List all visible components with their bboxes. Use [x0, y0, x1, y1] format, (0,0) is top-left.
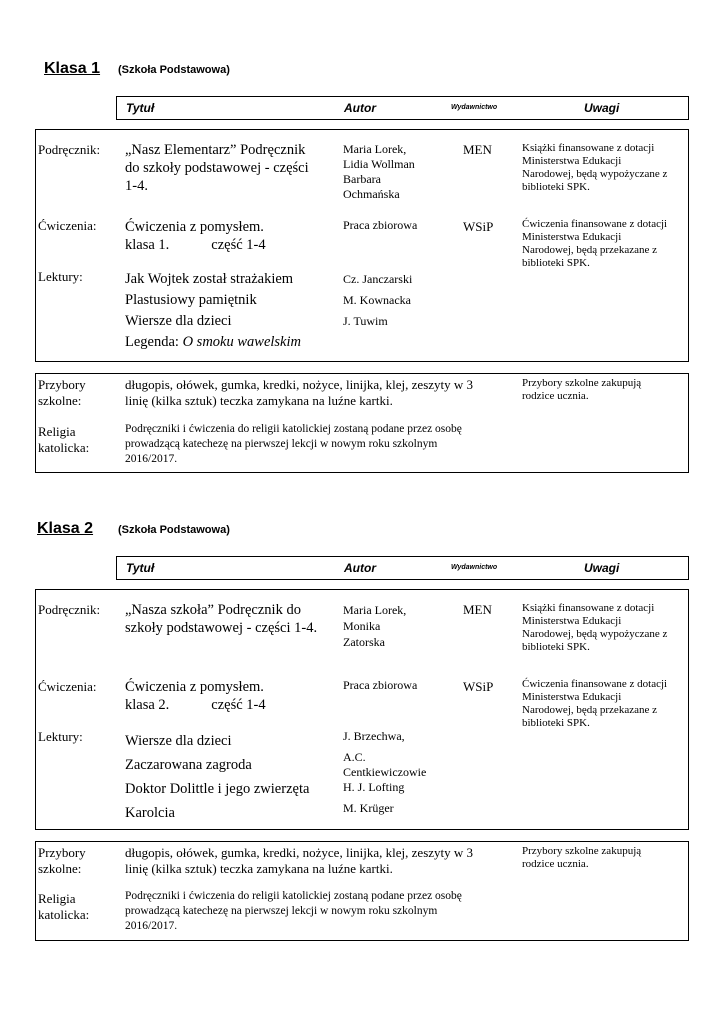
section-title-klasa-1: Klasa 1	[44, 60, 101, 77]
row-label-cwiczenia: Ćwiczenia:	[38, 218, 97, 233]
section-title-klasa-2: Klasa 2	[37, 520, 94, 537]
exercise-publisher: WSiP	[463, 219, 494, 234]
header-autor: Autor	[344, 101, 376, 115]
reading-title: Doktor Dolittle i jego zwierzęta	[125, 781, 310, 797]
textbook-publisher: MEN	[463, 602, 492, 617]
supplies-text: długopis, ołówek, gumka, kredki, nożyce, linijka, klej, zeszyty w 3 linię (kilka sztuk) teczka zamykana na luźne kartki.	[125, 377, 474, 408]
reading-author: Centkiewiczowie	[343, 765, 427, 779]
row-label-przybory: Przybory szkolne:	[38, 845, 86, 876]
supplies-table	[35, 841, 689, 941]
header-tytul: Tytuł	[126, 101, 155, 115]
reading-author: M. Krüger	[343, 801, 394, 815]
reading-author: J. Brzechwa,	[343, 729, 405, 743]
row-label-religia: Religia katolicka:	[38, 424, 90, 455]
supplies-text: długopis, ołówek, gumka, kredki, nożyce, linijka, klej, zeszyty w 3 linię (kilka sztuk) teczka zamykana na luźne kartki.	[125, 845, 474, 876]
row-label-religia: Religia katolicka:	[38, 891, 90, 922]
exercise-notes: Ćwiczenia finansowane z dotacji Ministerstwa Edukacji Narodowej, będą przekazane z biblioteki SPK.	[522, 218, 668, 269]
reading-title: Jak Wojtek został strażakiem	[125, 271, 294, 287]
books-table	[35, 129, 689, 362]
reading-title: Legenda: O smoku wawelskim	[125, 334, 301, 350]
reading-title: Wiersze dla dzieci	[125, 313, 232, 329]
reading-title: Wiersze dla dzieci	[125, 733, 232, 749]
header-wydawnictwo: Wydawnictwo	[451, 104, 498, 111]
row-label-lektury: Lektury:	[38, 269, 83, 284]
column-header-row	[116, 556, 689, 580]
reading-title: Zaczarowana zagroda	[125, 757, 252, 773]
reading-author: A.C.	[343, 750, 366, 764]
reading-authors	[343, 729, 426, 816]
header-uwagi: Uwagi	[584, 561, 620, 575]
column-header-row	[116, 96, 689, 120]
exercise-notes: Ćwiczenia finansowane z dotacji Ministerstwa Edukacji Narodowej, będą przekazane z biblioteki SPK.	[522, 678, 668, 729]
textbook-publisher: MEN	[463, 142, 492, 157]
textbook-author: Maria Lorek, Lidia Wollman Barbara Ochmańska	[343, 142, 415, 201]
row-label-przybory: Przybory szkolne:	[38, 377, 86, 408]
textbook-notes: Książki finansowane z dotacji Ministerstwa Edukacji Narodowej, będą wypożyczane z biblioteki SPK.	[522, 602, 668, 653]
reading-author: H. J. Lofting	[343, 780, 405, 794]
row-label-podrecznik: Podręcznik:	[38, 142, 101, 157]
header-uwagi: Uwagi	[584, 101, 620, 115]
supplies-notes: Przybory szkolne zakupują rodzice ucznia.	[522, 845, 642, 870]
textbook-notes: Książki finansowane z dotacji Ministerstwa Edukacji Narodowej, będą wypożyczane z biblioteki SPK.	[522, 142, 668, 193]
header-autor: Autor	[344, 561, 376, 575]
exercise-author: Praca zbiorowa	[343, 678, 418, 692]
exercise-publisher: WSiP	[463, 679, 494, 694]
reading-author: M. Kownacka	[343, 293, 411, 307]
school-type: (Szkoła Podstawowa)	[118, 64, 230, 76]
school-type: (Szkoła Podstawowa)	[118, 524, 230, 536]
religion-text: Podręczniki i ćwiczenia do religii katolickiej zostaną podane przez osobę prowadzącą katechezę na pierwszej lekcji w nowym roku szkolnym 2016/2017.	[125, 423, 462, 465]
supplies-notes: Przybory szkolne zakupują rodzice ucznia.	[522, 377, 642, 402]
books-table	[35, 589, 689, 830]
exercise-title: Ćwiczenia z pomysłem. klasa 1. część 1-4	[125, 219, 266, 253]
textbook-title: „Nasz Elementarz” Podręcznik do szkoły podstawowej - części 1-4.	[125, 142, 309, 194]
religion-text: Podręczniki i ćwiczenia do religii katolickiej zostaną podane przez osobę prowadzącą katechezę na pierwszej lekcji w nowym roku szkolnym 2016/2017.	[125, 890, 462, 932]
exercise-title: Ćwiczenia z pomysłem. klasa 2. część 1-4	[125, 679, 266, 713]
reading-author: Cz. Janczarski	[343, 272, 413, 286]
header-wydawnictwo: Wydawnictwo	[451, 564, 498, 571]
reading-author: J. Tuwim	[343, 314, 388, 328]
textbook-title: „Nasza szkoła” Podręcznik do szkoły podstawowej - części 1-4.	[125, 602, 318, 636]
reading-list	[125, 729, 309, 825]
textbook-author: Maria Lorek, Monika Zatorska	[343, 603, 407, 649]
reading-title: Plastusiowy pamiętnik	[125, 292, 257, 308]
row-label-podrecznik: Podręcznik:	[38, 602, 101, 617]
exercise-author: Praca zbiorowa	[343, 218, 418, 232]
reading-list	[125, 269, 301, 353]
reading-title: Karolcia	[125, 805, 175, 821]
header-tytul: Tytuł	[126, 561, 155, 575]
row-label-cwiczenia: Ćwiczenia:	[38, 679, 97, 694]
reading-authors	[343, 269, 412, 332]
supplies-table	[35, 373, 689, 473]
row-label-lektury: Lektury:	[38, 729, 83, 744]
